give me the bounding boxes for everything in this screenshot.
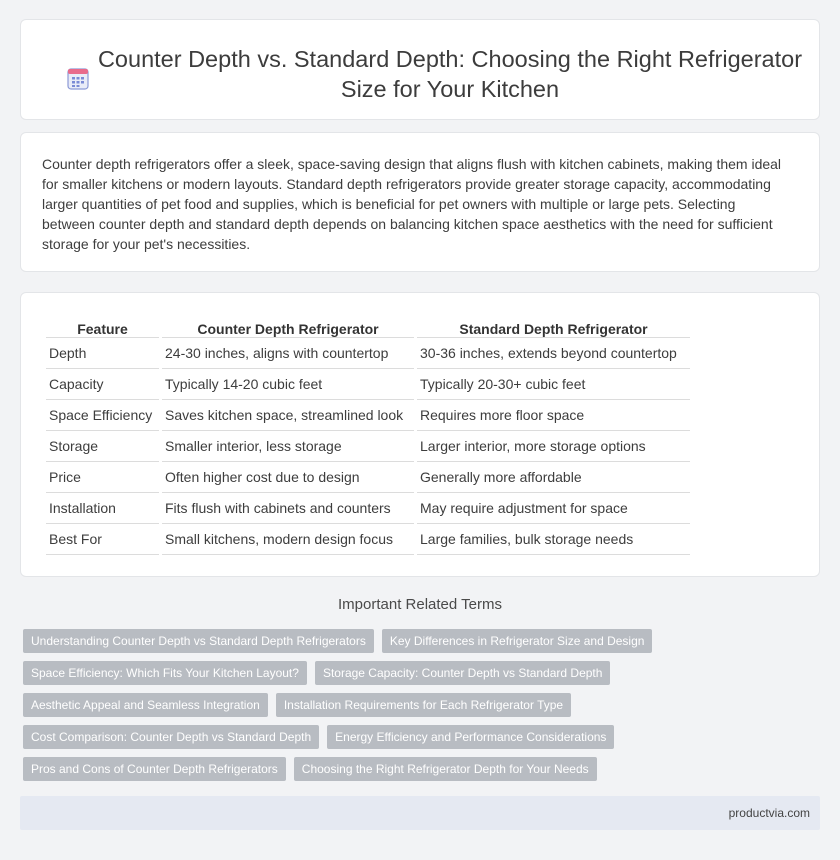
related-term-tag[interactable]: Cost Comparison: Counter Depth vs Standard Depth bbox=[23, 725, 319, 749]
related-term-tag[interactable]: Space Efficiency: Which Fits Your Kitchen Layout? bbox=[23, 661, 307, 685]
table-cell: 24-30 inches, aligns with countertop bbox=[162, 338, 414, 369]
footer-site-link[interactable]: productvia.com bbox=[728, 806, 810, 820]
table-row bbox=[46, 369, 690, 400]
table-cell: Saves kitchen space, streamlined look bbox=[162, 400, 414, 431]
table-row bbox=[46, 524, 690, 555]
table-header-row bbox=[46, 315, 690, 338]
header-standard-depth: Standard Depth Refrigerator bbox=[417, 315, 690, 338]
related-term-tag[interactable]: Aesthetic Appeal and Seamless Integration bbox=[23, 693, 268, 717]
intro-paragraph: Counter depth refrigerators offer a sleek, space-saving design that aligns flush with kitchen cabinets, making them ideal for smaller kitchens or modern layouts. Standard depth refrigerators provide greater storage capacity, accommodating larger quantities of pet food and supplies, which is beneficial for pet owners with multiple or large pets. Selecting between counter depth and standard depth depends on balancing kitchen space aesthetics with the need for sufficient storage for your pet's necessities. bbox=[42, 156, 782, 252]
related-term-tag[interactable]: Storage Capacity: Counter Depth vs Standard Depth bbox=[315, 661, 611, 685]
tag-row bbox=[23, 757, 803, 781]
header-counter-depth: Counter Depth Refrigerator bbox=[162, 315, 414, 338]
related-terms-heading: Important Related Terms bbox=[338, 596, 502, 613]
calendar-icon bbox=[67, 66, 89, 90]
related-term-tag[interactable]: Pros and Cons of Counter Depth Refrigerators bbox=[23, 757, 286, 781]
table-cell: Large families, bulk storage needs bbox=[417, 524, 690, 555]
table-cell: Depth bbox=[46, 338, 159, 369]
header-feature: Feature bbox=[46, 315, 159, 338]
table-cell: Generally more affordable bbox=[417, 462, 690, 493]
related-term-tag[interactable]: Key Differences in Refrigerator Size and Design bbox=[382, 629, 653, 653]
related-term-tag[interactable]: Choosing the Right Refrigerator Depth for Your Needs bbox=[294, 757, 597, 781]
table-cell: Typically 20-30+ cubic feet bbox=[417, 369, 690, 400]
table-cell: Installation bbox=[46, 493, 159, 524]
table-row bbox=[46, 400, 690, 431]
table-row bbox=[46, 431, 690, 462]
comparison-table bbox=[43, 315, 693, 555]
tag-row bbox=[23, 725, 803, 749]
related-term-tag[interactable]: Understanding Counter Depth vs Standard Depth Refrigerators bbox=[23, 629, 374, 653]
table-cell: Price bbox=[46, 462, 159, 493]
page-title: Counter Depth vs. Standard Depth: Choosing the Right Refrigerator Size for Your Kitchen bbox=[97, 46, 803, 102]
tag-row bbox=[23, 661, 803, 685]
table-cell: Larger interior, more storage options bbox=[417, 431, 690, 462]
table-cell: Capacity bbox=[46, 369, 159, 400]
title-card bbox=[20, 19, 820, 120]
related-term-tag[interactable]: Energy Efficiency and Performance Considerations bbox=[327, 725, 614, 749]
table-cell: Best For bbox=[46, 524, 159, 555]
table-cell: Small kitchens, modern design focus bbox=[162, 524, 414, 555]
related-term-tag[interactable]: Installation Requirements for Each Refrigerator Type bbox=[276, 693, 571, 717]
tag-row bbox=[23, 693, 803, 717]
table-cell: Often higher cost due to design bbox=[162, 462, 414, 493]
tag-row bbox=[23, 629, 803, 653]
footer bbox=[20, 796, 820, 830]
related-terms-tags bbox=[23, 629, 803, 789]
table-cell: Storage bbox=[46, 431, 159, 462]
table-row bbox=[46, 338, 690, 369]
table-row bbox=[46, 493, 690, 524]
table-cell: Typically 14-20 cubic feet bbox=[162, 369, 414, 400]
table-cell: Fits flush with cabinets and counters bbox=[162, 493, 414, 524]
table-cell: Smaller interior, less storage bbox=[162, 431, 414, 462]
table-row bbox=[46, 462, 690, 493]
table-cell: May require adjustment for space bbox=[417, 493, 690, 524]
table-cell: 30-36 inches, extends beyond countertop bbox=[417, 338, 690, 369]
table-cell: Requires more floor space bbox=[417, 400, 690, 431]
comparison-table-card bbox=[20, 292, 820, 577]
table-cell: Space Efficiency bbox=[46, 400, 159, 431]
intro-card bbox=[20, 132, 820, 272]
